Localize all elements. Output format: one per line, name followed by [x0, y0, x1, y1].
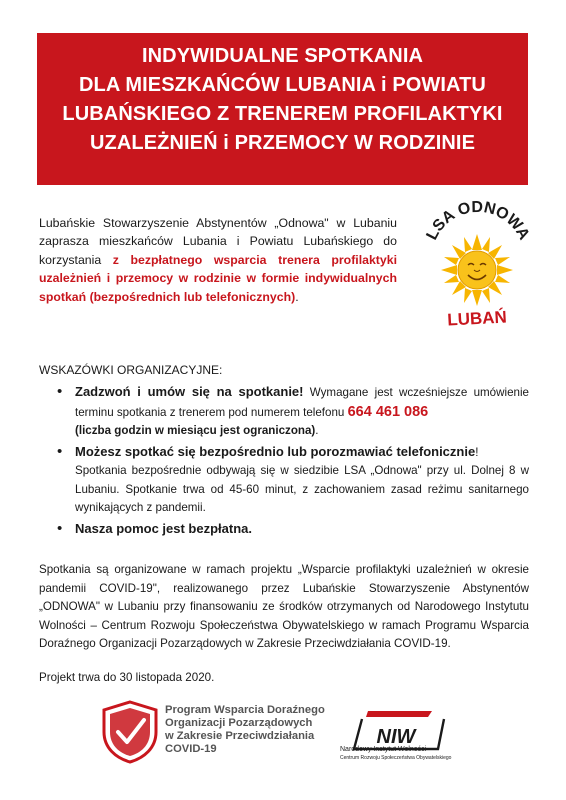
tip-item-free	[61, 520, 529, 540]
title-line-2: DLA MIESZKAŃCÓW LUBANIA i POWIATU	[79, 74, 486, 96]
title-banner	[37, 33, 528, 185]
tips-list	[61, 383, 529, 541]
program-line-3: w Zakresie Przeciwdziałania	[165, 730, 315, 742]
section-heading: WSKAZÓWKI ORGANIZACYJNE:	[39, 363, 223, 377]
niw-sub: Centrum Rozwoju Społeczeństwa Obywatelskiego	[340, 755, 452, 761]
intro-text-2: .	[295, 289, 299, 304]
shield-icon	[100, 700, 160, 764]
program-line-4: COVID-19	[165, 743, 217, 755]
niw-name: Narodowy Instytut Wolności	[340, 746, 427, 753]
title-line-3: LUBAŃSKIEGO Z TRENEREM PROFILAKTYKI	[62, 103, 503, 125]
lsa-odnowa-logo	[414, 200, 540, 330]
intro-highlight: z bezpłatnego wsparcia trenera profilaktyki uzależnień i przemocy w rodzinie w formie indywidualnych spotkań (bezpośrednich lub telefonicznych)	[39, 252, 397, 304]
logo-top-text: LSA ODNOWA	[423, 200, 533, 243]
project-paragraph: Spotkania są organizowane w ramach projektu „Wsparcie profilaktyki uzależnień w okresie pandemii COVID-19", realizowanego przez Lubańskie Stowarzyszenie Abstynentów „ODNOWA" w Lubaniu przy finansowaniu ze środków otrzymanych od Narodowego Instytutu Wolności – Centrum Rozwoju Społeczeństwa Obywatelskiego w ramach Programu Wsparcia Doraźnego Organizacji Pozarządowych w Zakresie Przeciwdziałania COVID-19.	[39, 563, 529, 651]
tip-1-text: Wymagane jest wcześniejsze umówienie terminu spotkania z trenerem pod numerem telefonu	[75, 386, 529, 419]
tip-1-note: (liczba godzin w miesiącu jest ograniczona)	[75, 424, 316, 437]
title-line-4: UZALEŻNIEŃ i PRZEMOCY W RODZINIE	[89, 132, 476, 154]
niw-caption	[340, 746, 451, 762]
tip-item-meet	[61, 443, 529, 518]
tip-1-lead: Zadzwoń i umów się na spotkanie!	[75, 384, 304, 399]
intro-text-1: Lubańskie Stowarzyszenie Abstynentów „Odnowa" w Lubaniu zaprasza mieszkańców Lubania i Powiatu Lubańskiego do korzystania	[39, 216, 397, 267]
tip-2-lead: Możesz spotkać się bezpośrednio lub porozmawiać telefonicznie	[75, 443, 476, 459]
sun-icon	[441, 234, 513, 306]
tip-3-lead: Nasza pomoc jest bezpłatna.	[75, 520, 252, 536]
niw-logo-text: NIW	[376, 726, 416, 748]
program-line-2: Organizacji Pozarządowych	[165, 717, 313, 729]
tip-item-call	[61, 383, 529, 441]
tip-2-text: Spotkania bezpośrednie odbywają się w siedzibie LSA „Odnowa" przy ul. Dolnej 8 w Lubaniu. Spotkanie trwa od 45-60 minut, z zachowaniem zasad reżimu sanitarnego wynikających z pandemii.	[75, 464, 529, 514]
program-logo-text	[165, 704, 325, 756]
logo-bottom-text: LUBAŃ	[446, 307, 508, 330]
phone-number[interactable]: 664 461 086	[347, 403, 429, 420]
intro-paragraph	[39, 214, 397, 306]
tip-2-mark: !	[475, 445, 479, 459]
program-line-1: Program Wsparcia Doraźnego	[165, 704, 325, 716]
tip-1-end: .	[315, 424, 319, 437]
title-line-1: INDYWIDUALNE SPOTKANIA	[141, 45, 424, 67]
duration-text: Projekt trwa do 30 listopada 2020.	[39, 671, 215, 684]
